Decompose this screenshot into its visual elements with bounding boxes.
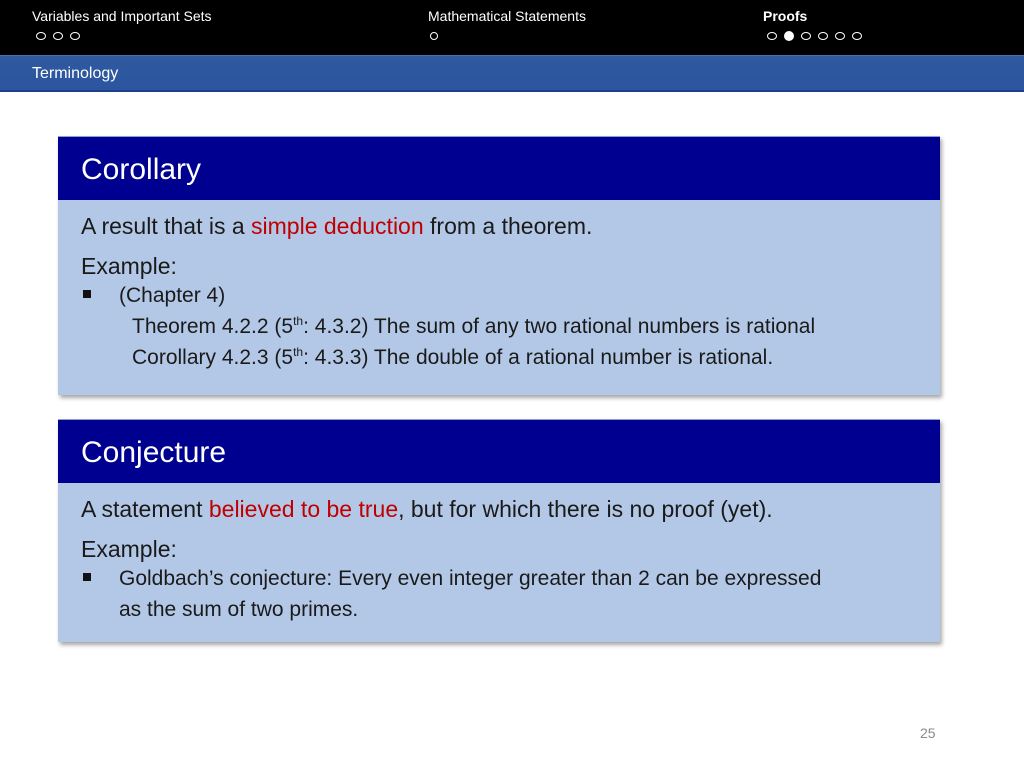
subsection-bar: [0, 55, 1024, 92]
nav-section-statements[interactable]: [428, 8, 586, 42]
bullet-text: (Chapter 4): [119, 284, 226, 307]
corollary-block-header: [58, 136, 940, 200]
definition-text: A statement: [81, 496, 209, 522]
square-bullet-icon: [83, 573, 91, 581]
corollary-definition: [81, 212, 917, 240]
section-navigation-bar: [0, 0, 1024, 55]
slide-dot-icon[interactable]: [430, 32, 438, 40]
nav-section-title[interactable]: Mathematical Statements: [428, 8, 586, 24]
conjecture-definition: [81, 495, 917, 523]
conjecture-title: Conjecture: [81, 436, 227, 469]
nav-section-variables[interactable]: [32, 8, 212, 42]
slide-dot-icon[interactable]: [818, 32, 828, 40]
page-number: 25: [920, 725, 936, 741]
conjecture-block-body: [58, 483, 940, 642]
theorem-text: : 4.3.2) The sum of any two rational numbers is rational: [303, 315, 816, 338]
current-slide-dot-icon[interactable]: [784, 31, 794, 41]
slide-dot-icon[interactable]: [852, 32, 862, 40]
slide-dot-icon[interactable]: [70, 32, 80, 40]
square-bullet-icon: [83, 290, 91, 298]
corollary-block: [58, 136, 940, 395]
slide-dot-icon[interactable]: [835, 32, 845, 40]
corollary-text: Corollary 4.2.3 (5: [132, 346, 294, 369]
slide-dot-icon[interactable]: [36, 32, 46, 40]
slide-dot-icon[interactable]: [767, 32, 777, 40]
definition-text: A result that is a: [81, 213, 252, 239]
theorem-line: [81, 311, 917, 342]
corollary-title: Corollary: [81, 153, 202, 186]
corollary-text: : 4.3.3) The double of a rational number is rational.: [303, 346, 774, 369]
example-bullet: [81, 280, 917, 311]
definition-highlight: believed to be true: [208, 496, 399, 522]
bullet-text: as the sum of two primes.: [119, 598, 359, 621]
nav-progress-dots: [36, 30, 212, 42]
nav-section-proofs[interactable]: [763, 8, 862, 42]
definition-highlight: simple deduction: [251, 213, 424, 239]
nav-section-title[interactable]: Variables and Important Sets: [32, 8, 212, 24]
nav-section-title-active[interactable]: Proofs: [763, 8, 808, 24]
superscript: th: [293, 345, 304, 359]
nav-progress-dots: [430, 30, 586, 42]
nav-progress-dots: [767, 30, 862, 42]
slide-dot-icon[interactable]: [53, 32, 63, 40]
slide-dot-icon[interactable]: [801, 32, 811, 40]
conjecture-block-header: [58, 419, 940, 483]
conjecture-block: [58, 419, 940, 642]
example-label: Example:: [81, 253, 177, 279]
example-bullet: [81, 563, 917, 625]
superscript: th: [293, 314, 304, 328]
corollary-line: [81, 342, 917, 373]
definition-text: , but for which there is no proof (yet).: [398, 496, 773, 522]
example-label: Example:: [81, 536, 177, 562]
bullet-text: Goldbach’s conjecture: Every even integer greater than 2 can be expressed: [119, 567, 822, 590]
corollary-block-body: [58, 200, 940, 395]
definition-text: from a theorem.: [423, 213, 593, 239]
subsection-title: Terminology: [32, 65, 119, 82]
theorem-text: Theorem 4.2.2 (5: [132, 315, 294, 338]
